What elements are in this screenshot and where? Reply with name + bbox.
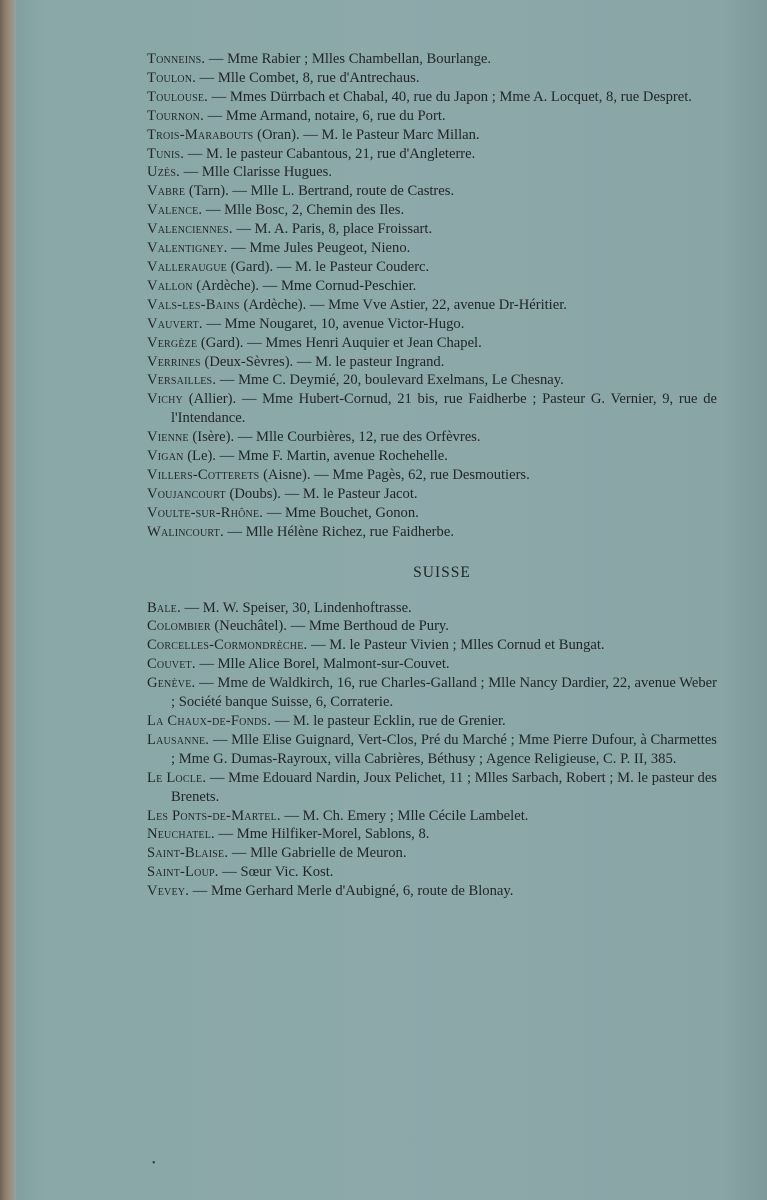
entry-place: Vichy: [147, 391, 183, 408]
directory-entry: [147, 277, 717, 296]
entry-details: (Oran). — M. le Pasteur Marc Millan.: [253, 126, 480, 143]
entry-details: — Mme C. Deymié, 20, boulevard Exelmans, Le Chesnay.: [216, 372, 564, 389]
entry-place: Colombier: [147, 618, 211, 635]
directory-entry: [147, 617, 717, 636]
section-title-suisse: SUISSE: [413, 563, 471, 581]
entry-details: — Mme Rabier ; Mlles Chambellan, Bourlange.: [205, 51, 491, 67]
entry-place: Couvet.: [147, 656, 196, 673]
entry-place: Genève.: [147, 675, 196, 692]
entry-details: — Mlle Gabrielle de Meuron.: [228, 845, 407, 862]
entry-place: Voulte-sur-Rhône.: [147, 504, 264, 521]
directory-entry: [147, 50, 717, 69]
entry-place: Saint-Loup.: [147, 864, 219, 881]
entry-place: Vals-les-Bains: [147, 296, 240, 313]
entry-place: Walincourt.: [147, 523, 224, 540]
entry-place: Verrines: [147, 353, 201, 370]
entry-place: Toulon.: [147, 69, 196, 86]
entry-place: La Chaux-de-Fonds.: [147, 713, 272, 729]
entry-details: — Mme Gerhard Merle d'Aubigné, 6, route de Blonay.: [189, 883, 514, 900]
entry-details: (Gard). — M. le Pasteur Couderc.: [226, 258, 430, 275]
entry-details: (Aisne). — Mme Pagès, 62, rue Desmoutiers.: [259, 466, 530, 483]
entry-details: — Mlle Elise Guignard, Vert-Clos, Pré du Marché ; Mme Pierre Dufour, à Charmettes ; Mme G. Dumas-Rayroux, villa Cabrières, Béthusy ; Agence Religieuse, C. P. II, 385.: [171, 731, 717, 767]
entry-place: Valentigney.: [147, 240, 228, 257]
entry-details: (Deux-Sèvres). — M. le pasteur Ingrand.: [200, 353, 445, 370]
entry-details: — Mme Hilfiker-Morel, Sablons, 8.: [214, 826, 430, 843]
entry-details: — Mlle Hélène Richez, rue Faidherbe.: [223, 523, 454, 540]
entry-place: Lausanne.: [147, 731, 210, 748]
directory-content: [147, 50, 717, 901]
entry-place: Voujancourt: [147, 485, 226, 502]
entry-place: Neuchatel.: [147, 826, 215, 843]
directory-entry: [147, 315, 717, 334]
directory-entry: [147, 296, 717, 315]
entry-place: Vauvert.: [147, 315, 203, 332]
entry-details: — Mlle Combet, 8, rue d'Antrechaus.: [195, 69, 420, 86]
directory-entry: [147, 239, 717, 258]
entry-details: — M. le pasteur Cabantous, 21, rue d'Angleterre.: [184, 145, 476, 162]
directory-entry: [147, 674, 717, 712]
entry-details: — Mme de Waldkirch, 16, rue Charles-Galland ; Mlle Nancy Dardier, 22, avenue Weber ; Société banque Suisse, 6, Corraterie.: [171, 675, 717, 711]
entry-details: — M. le pasteur Ecklin, rue de Grenier.: [271, 713, 506, 729]
directory-entry: [147, 504, 717, 523]
entry-place: Valence.: [147, 202, 203, 219]
entry-place: Tournon.: [147, 107, 204, 124]
directory-entry: [147, 390, 717, 428]
entry-details: — Mlle Alice Borel, Malmont-sur-Couvet.: [195, 656, 450, 673]
directory-entry: [147, 485, 717, 504]
entry-details: (Doubs). — M. le Pasteur Jacot.: [225, 485, 418, 502]
entry-place: Vevey.: [147, 883, 190, 900]
directory-entry: [147, 825, 717, 844]
entry-place: Vallon: [147, 277, 193, 294]
entry-place: Vergèze: [147, 334, 198, 351]
directory-entry: [147, 523, 717, 542]
entry-place: Le Locle.: [147, 769, 207, 786]
entry-place: Vienne: [147, 429, 189, 446]
directory-entry: [147, 145, 717, 164]
directory-entry: [147, 182, 717, 201]
entry-details: (Neuchâtel). — Mme Berthoud de Pury.: [210, 618, 449, 635]
directory-entry: [147, 69, 717, 88]
directory-entry: [147, 353, 717, 372]
entry-place: Valenciennes.: [147, 221, 233, 238]
directory-entry: [147, 807, 717, 826]
entry-details: (Ardèche). — Mme Vve Astier, 22, avenue Dr-Héritier.: [239, 296, 567, 313]
page-edge: [0, 0, 16, 1200]
directory-entry: [147, 220, 717, 239]
entry-details: — Mme Armand, notaire, 6, rue du Port.: [203, 107, 446, 124]
directory-entry: [147, 882, 717, 901]
directory-entry: [147, 258, 717, 277]
directory-entry: [147, 428, 717, 447]
entry-place: Vabre: [147, 183, 186, 200]
ink-speck-icon: •: [152, 1158, 156, 1169]
entry-place: Bale.: [147, 599, 181, 616]
entry-details: — Mme Edouard Nardin, Joux Pelichet, 11 ; Mlles Sarbach, Robert ; M. le pasteur des Brenets.: [171, 769, 717, 805]
entry-details: (Ardèche). — Mme Cornud-Peschier.: [192, 277, 417, 294]
directory-entry: [147, 466, 717, 485]
directory-entry: [147, 126, 717, 145]
directory-entry: [147, 447, 717, 466]
entry-details: (Isère). — Mlle Courbières, 12, rue des Orfèvres.: [188, 429, 481, 446]
entry-details: — Sœur Vic. Kost.: [218, 864, 334, 881]
directory-entry: [147, 655, 717, 674]
entry-place: Vigan: [147, 448, 184, 465]
directory-entry: [147, 201, 717, 220]
directory-entry: [147, 107, 717, 126]
directory-entry: [147, 334, 717, 353]
entry-details: — M. A. Paris, 8, place Froissart.: [232, 221, 433, 238]
entry-place: Valleraugue: [147, 258, 227, 275]
entry-place: Tonneins.: [147, 51, 206, 67]
suisse-entries-list: [147, 599, 717, 902]
directory-entry: [147, 769, 717, 807]
directory-entry: [147, 731, 717, 769]
entry-details: (Le). — Mme F. Martin, avenue Rochehelle.: [183, 448, 448, 465]
entry-details: (Allier). — Mme Hubert-Cornud, 21 bis, rue Faidherbe ; Pasteur G. Vernier, 9, rue de l'Intendance.: [171, 391, 717, 427]
france-entries-list: [147, 50, 717, 542]
entry-details: (Gard). — Mmes Henri Auquier et Jean Chapel.: [197, 334, 482, 351]
entry-place: Versailles.: [147, 372, 217, 389]
entry-details: — Mmes Dürrbach et Chabal, 40, rue du Japon ; Mme A. Locquet, 8, rue Despret.: [208, 88, 692, 105]
directory-entry: [147, 599, 717, 618]
entry-details: — M. W. Speiser, 30, Lindenhoftrasse.: [180, 599, 412, 616]
entry-details: — Mme Nougaret, 10, avenue Victor-Hugo.: [202, 315, 465, 332]
entry-place: Trois-Marabouts: [147, 126, 254, 143]
directory-entry: [147, 863, 717, 882]
entry-details: — M. le Pasteur Vivien ; Mlles Cornud et Bungat.: [307, 637, 605, 654]
directory-entry: [147, 844, 717, 863]
entry-place: Villers-Cotterets: [147, 466, 260, 483]
entry-place: Toulouse.: [147, 88, 209, 105]
entry-details: — M. Ch. Emery ; Mlle Cécile Lambelet.: [280, 807, 529, 824]
directory-entry: [147, 88, 717, 107]
entry-place: Saint-Blaise.: [147, 845, 229, 862]
entry-place: Tunis.: [147, 145, 185, 162]
directory-entry: [147, 636, 717, 655]
directory-entry: [147, 712, 717, 731]
entry-details: (Tarn). — Mlle L. Bertrand, route de Castres.: [185, 183, 455, 200]
entry-details: — Mme Bouchet, Gonon.: [263, 504, 419, 521]
entry-details: — Mlle Clarisse Hugues.: [179, 164, 332, 181]
directory-entry: [147, 371, 717, 390]
entry-details: — Mlle Bosc, 2, Chemin des Iles.: [202, 202, 405, 219]
entry-place: Uzès.: [147, 164, 180, 181]
entry-place: Corcelles-Cormondrèche.: [147, 637, 308, 654]
directory-entry: [147, 163, 717, 182]
entry-place: Les Ponts-de-Martel.: [147, 807, 281, 824]
entry-details: — Mme Jules Peugeot, Nieno.: [227, 240, 411, 257]
